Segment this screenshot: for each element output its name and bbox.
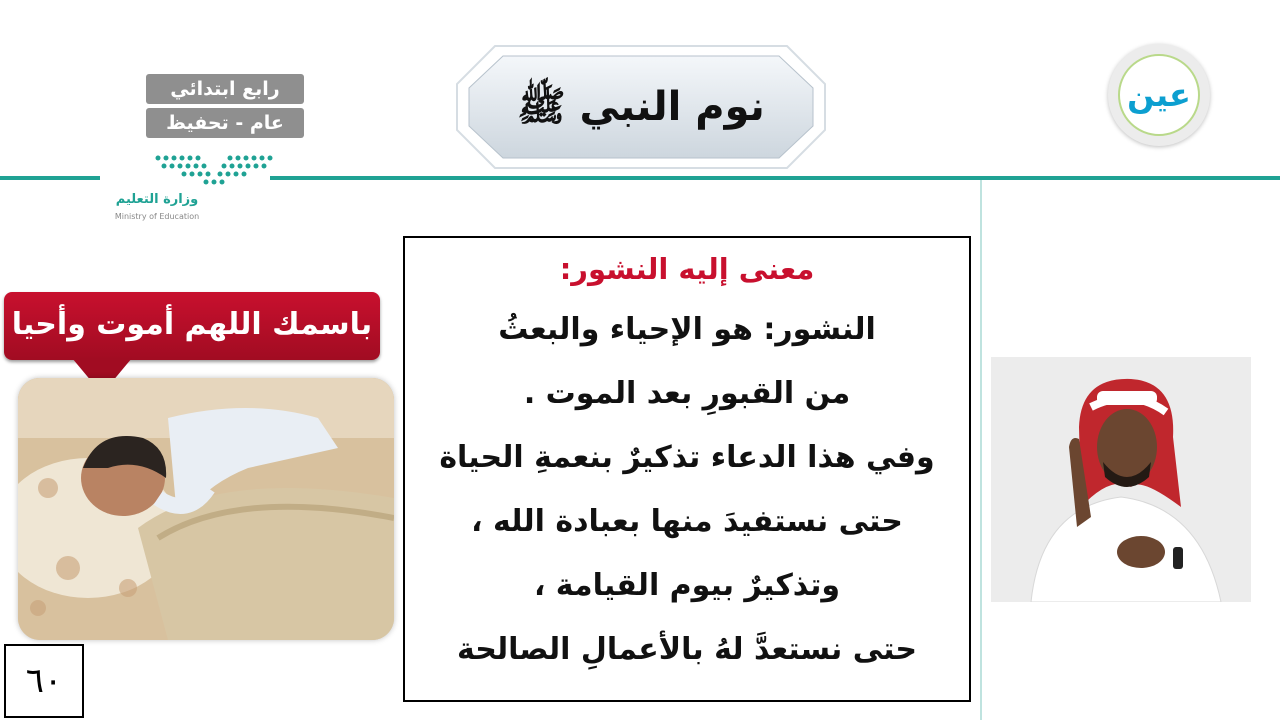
content-box (403, 236, 971, 702)
content-line: حتى نستفيدَ منها بعبادة الله ، (471, 504, 903, 539)
ein-logo-text: عين (1118, 54, 1200, 136)
ministry-of-education-logo (110, 152, 270, 228)
sleeping-boy-illustration (18, 378, 394, 640)
content-line: وتذكيرٌ بيوم القيامة ، (533, 568, 841, 603)
content-heading: معنى إليه النشور: (559, 252, 815, 286)
lesson-title: نوم النبي ﷺ (517, 84, 765, 130)
content-line: النشور: هو الإحياء والبعثُ (498, 312, 876, 347)
sign-language-interpreter-video (991, 357, 1251, 602)
content-line: وفي هذا الدعاء تذكيرٌ بنعمةِ الحياة (439, 440, 935, 475)
page-number: ٦٠ (4, 644, 84, 718)
interpreter-illustration (991, 357, 1251, 602)
content-line: من القبورِ بعد الموت . (523, 376, 851, 411)
ein-channel-logo (1108, 44, 1210, 146)
lesson-title-plate (455, 44, 827, 170)
dua-callout: باسمك اللهم أموت وأحيا (4, 292, 380, 360)
sleeping-boy-photo (18, 378, 394, 640)
interpreter-divider (980, 180, 982, 720)
ministry-dots-icon (154, 152, 274, 186)
content-line: حتى نستعدَّ لهُ بالأعمالِ الصالحة (457, 632, 917, 667)
track-badge: عام - تحفيظ (146, 108, 304, 138)
grade-badge: رابع ابتدائي (146, 74, 304, 104)
ministry-name-english: Ministry of Education (114, 212, 200, 221)
ministry-name-arabic: وزارة التعليم (115, 192, 199, 207)
